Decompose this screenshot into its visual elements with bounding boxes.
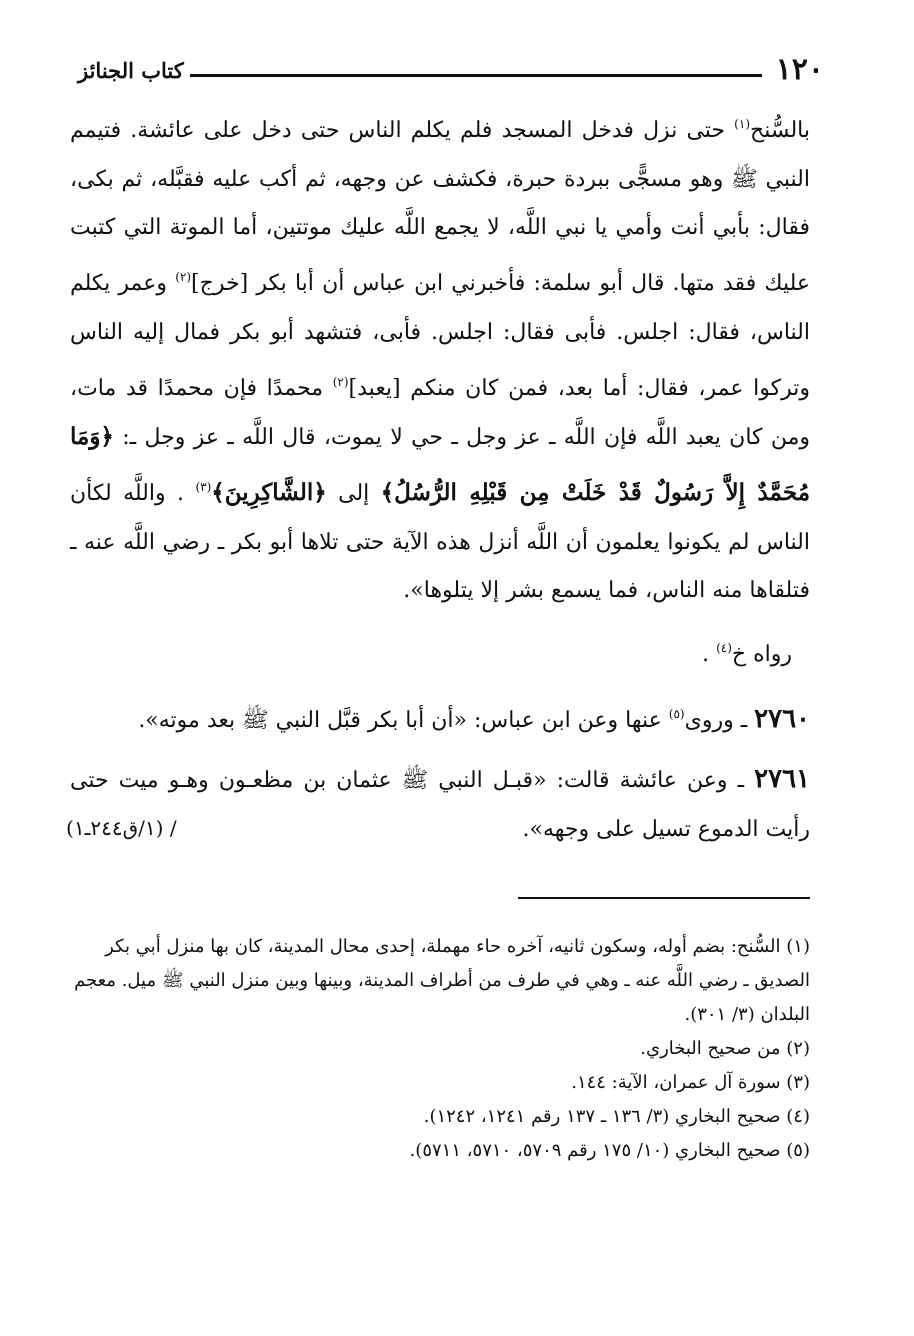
bracket-insert-1: [خرج] [191, 271, 249, 297]
quran-verse-end: ﴿الشَّاكِرِينَ﴾ [211, 478, 327, 506]
footnote-rule [518, 897, 810, 899]
footnote-1 [70, 930, 810, 1032]
hadith-text: ـ وروى [684, 707, 748, 733]
footnote-text: السُّنح: بضم أوله، وسكون ثانيه، آخره حاء مهملة، إحدى محال المدينة، كان بها منزل أبي بكر الصديق ـ رضي اللَّه عنه ـ وهي في طرف من أطراف المدينة، وبينها وبين منزل النبي ﷺ ميل. معجم البلدان (٣/ ٣٠١). [74, 936, 810, 1025]
footnote-text: صحيح البخاري (٣/ ١٣٦ ـ ١٣٧ رقم ١٢٤١، ١٢٤٢). [423, 1106, 781, 1127]
footnote-ref-2: (٢) [175, 270, 192, 285]
hadith-text: ـ وعن عائشة قالت: «قبـل النبي ﷺ عثمان بن مظعـون وهـو ميت حتى رأيت الدموع تسيل على وجهه». [70, 768, 810, 843]
place-name: بالسُّنح [750, 118, 810, 143]
page-number: ١٢٠ [775, 52, 824, 87]
quran-verse: ﴿وَمَا مُحَمَّدٌ إِلاَّ رَسُولٌ قَدْ خَلَتْ مِن قَبْلِهِ الرُّسُلُ﴾ [70, 423, 811, 506]
riwaya-line [70, 624, 810, 680]
footnote-ref-2b: (٢) [332, 374, 349, 389]
manuscript-folio-marker: (١/ق٢٤٤ـ١) / [66, 816, 177, 841]
text-segment: حتى نزل فدخل المسجد فلم يكلم الناس حتى دخل على عائشة. فتيمم النبي ﷺ وهو مسجًّى ببردة حبرة، فكشف عن وجهه، ثم أكب عليه فقبَّله، ثم بكى، فقال: بأبي أنت وأمي يا نبي اللَّه، لا يجمع اللَّه عليك موتتين، أما الموتة التي كتبت عليك فقد متها. قال أبو سلمة: فأخبرني ابن عباس أن أبا بكر [70, 118, 810, 297]
footnote-number: (١) [786, 936, 810, 957]
footnote-text: سورة آل عمران، الآية: ١٤٤. [571, 1072, 781, 1093]
hadith-text: عنها وعن ابن عباس: «أن أبا بكر قبَّل النبي ﷺ بعد موته». [138, 707, 662, 733]
paragraph-hadith-continuation [70, 100, 810, 616]
text-segment: وعمر يكلم الناس، فقال: اجلس. فأبى فقال: اجلس. فأبى، فتشهد أبو بكر فمال إليه الناس وتركوا عمر، فقال: أما بعد، فمن كان منكم [70, 271, 810, 401]
footnote-4 [70, 1100, 810, 1134]
footnote-ref-5: (٥) [668, 706, 685, 721]
footnote-3 [70, 1066, 810, 1100]
main-text [66, 100, 811, 855]
riwaya-text: رواه خ [731, 642, 792, 668]
footnote-5 [70, 1134, 810, 1168]
bracket-insert-2: [يعبد] [348, 375, 401, 401]
footnote-number: (٣) [786, 1072, 810, 1093]
footnote-number: (٢) [786, 1038, 810, 1059]
header-rule [190, 74, 762, 77]
footnote-2 [70, 1032, 810, 1066]
text-segment: إلى [338, 480, 370, 506]
footnote-text: من صحيح البخاري. [640, 1038, 781, 1059]
footnote-ref-3: (٣) [195, 479, 212, 494]
hadith-2761 [66, 755, 810, 854]
footnotes [70, 930, 810, 1168]
book-title: كتاب الجنائز [78, 58, 184, 83]
riwaya-end: . [702, 642, 710, 668]
text-segment: . واللَّه لكأن الناس لم يكونوا يعلمون أن اللَّه أنزل هذه الآية حتى تلاها أبو بكر ـ رضي اللَّه عنه ـ فتلقاها منه الناس، فما يسمع بشر إلا يتلوها». [70, 480, 810, 604]
footnote-ref-1: (١) [734, 117, 750, 131]
page-header [78, 52, 824, 92]
footnote-number: (٤) [786, 1106, 810, 1127]
footnote-text: صحيح البخاري (١٠/ ١٧٥ رقم ٥٧٠٩، ٥٧١٠، ٥٧١١). [409, 1140, 781, 1161]
hadith-2760 [70, 690, 810, 746]
footnote-number: (٥) [786, 1140, 810, 1161]
hadith-number: ٢٧٦١ [754, 764, 810, 795]
hadith-number: ٢٧٦٠ [754, 703, 810, 734]
text-segment: محمدًا فإن محمدًا قد مات، ومن كان يعبد اللَّه فإن اللَّه ـ عز وجل ـ حي لا يموت، قال اللَّه ـ عز وجل ـ: [70, 375, 810, 451]
footnote-ref-4: (٤) [716, 641, 732, 656]
